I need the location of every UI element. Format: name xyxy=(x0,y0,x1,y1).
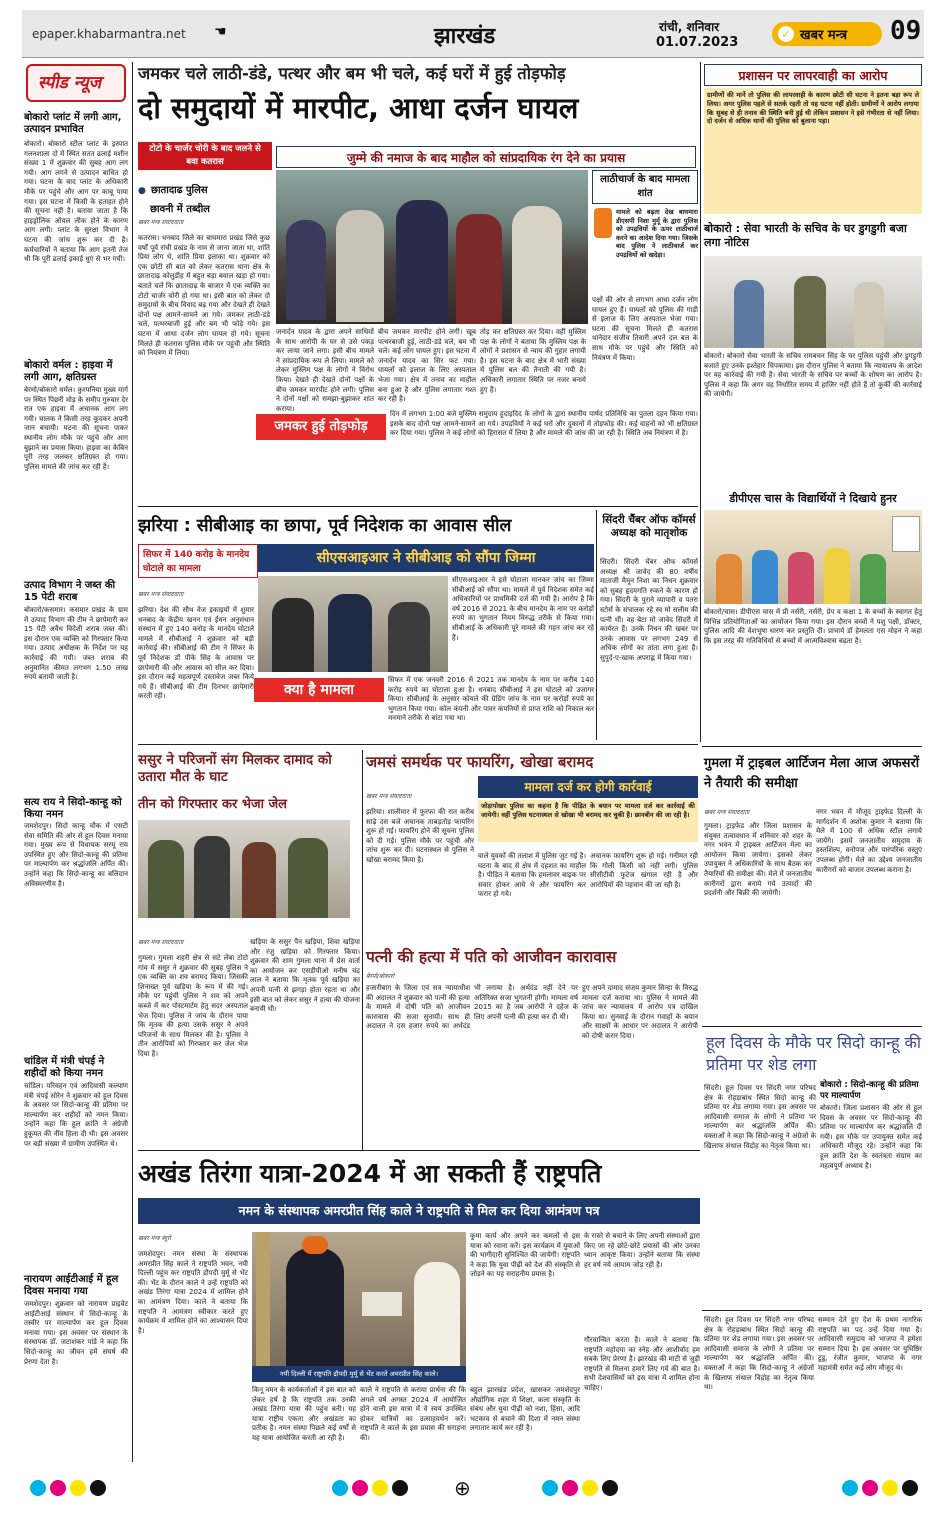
yatra-body-3: काले ने राष्ट्रपति से कराया प्रार्थना की कि अगले वर्ष अगस्त 2024 में आयोजित होने वाली इस यात्रा में वे स्वयं उपस्थित होकर यात्रियों का उत्साहवर्धन करें। राष्ट्रपति ने काले के इस प्रयास की सराहना की। xyxy=(360,1386,466,1442)
lead-side-prefix: छातादाढ पुलिस xyxy=(150,185,208,196)
lead-headline: दो समुदायों में मारपीट, आधा दर्जन घायल xyxy=(138,91,579,125)
lead-kicker: जमकर चले लाठी-डंडे, पत्थर और बम भी चले, कई घरों में हुई तोड़फोड़ xyxy=(138,64,566,83)
laathi-box-text: लाठीचार्ज के बाद मामला शांत xyxy=(600,174,690,199)
chamber-body: सिंदरी। सिंदरी चेंबर ऑफ कॉमर्स अध्यक्ष श्री जावेद की 80 वर्षीय माताजी मैमून निशा का निधन शुक्रवार को सुबह हृदयगति रुकने के कारण हो गया। सिंदरी के पुराने व्यापारी व पतरा स्टोर्स के संचालक रहे स्व मो सलीम की पत्नी थीं। वह बेटा मो जावेद सिंदरी में कार्यरत हैं। उनके निधन की खबर पर उनके आवास पर लगभग 249 से अधिक लोगों का तांता लगा हुआ है। सुपुर्द-ए-खाक अपराह्न में किया गया। xyxy=(600,558,698,662)
tribal-body-2: नगर भवन में मौजूद ट्राइफेड दिल्ली के मार्गदर्शन में अशोक कुमार ने बताया कि मेले में 100 से अधिक स्टॉल लगाये जायेंगे। इसमें जनजातीय समुदाय के हस्तशिल्प, वनोपज और पारंपरिक वस्तुएं उपलब्ध होंगी। मेले का उद्देश्य जनजातीय कारीगरों को बाजार उपलब्ध कराना है। xyxy=(816,808,922,874)
life-byline: बेरमो/बोकारो xyxy=(366,973,395,980)
yatra-body-8: सम्मान देते हुए देश के प्रथम नागरिक राष्ट्रपति का पद उन्हें दिया गया है। आदिवासी समुदाय को भाजपा ने हमेशा सम्मान दिया है। इस अवसर पर युधिष्ठिर टुडू, रंजीत कुमार, भाजपा के नगर महामंत्री समेत कई लोग मौजूद थे। xyxy=(818,1316,922,1372)
firing-box-text: जोड़ापोखर पुलिस का कहना है कि पीड़ित के बयान पर मामला दर्ज कर कार्रवाई की जायेगी। वहीं पुलिस घटनास्थल से खोखा भी बरामद कर चुकी है। छानबीन की जा रही है। xyxy=(481,802,695,819)
yatra-sub-bar xyxy=(138,1198,700,1224)
hool-title: हूल दिवस के मौके पर सिदो कान्हू की प्रतिमा पर शेड लगा xyxy=(706,1033,921,1074)
tribal-byline: खबर मन्त्र संवाददाता xyxy=(704,809,750,816)
city-day: रांची, शनिवार xyxy=(659,20,720,34)
cbi-byline: खबर मन्त्र संवाददाता xyxy=(138,591,184,598)
dps-body: बोकारो/चास। डीपीएस चास में प्री नर्सरी, नर्सरी, प्रेप व कक्षा 1 के बच्चों के स्वागत हेतु विभिन्न प्रतियोगिताओं का आयोजन किया गया। इस दौरान बच्चों ने पशु पक्षी, डॉक्टर, पुलिस आदि की वेशभूषा धारण कर प्रस्तुति दी। प्राचार्य डॉ हेमलता एस मोहन ने कहा कि इस तरह की गतिविधियों से बच्चों में आत्मविश्वास बढ़ता है। xyxy=(704,608,922,645)
left-news-5-body: चांडिल। परिवहन एवं आदिवासी कल्याण मंत्री चंपई सोरेन ने शुक्रवार को हूल दिवस के अवसर पर सिदो-कान्हू की प्रतिमा पर माल्यार्पण कर शहीदों को नमन किया। उन्होंने कहा कि हूल क्रांति ने अंग्रेजी हुकूमत की नींव हिला दी थी। इस अवसर पर बड़ी संख्या में ग्रामीण उपस्थित थे। xyxy=(24,1082,128,1148)
todfod-body: दिन में लगभग 1:00 बजे मुस्लिम समुदाय हुदाइदिद के लोगों के द्वारा स्थानीय पार्षद प्रतिनिधि का पुतला दहन किया गया। इसके बाद दोनों पक्ष आमने-सामने आ गये। उपद्रवियों ने कई घरों और दुकानों में तोड़फोड़ की। कई वाहनों को भी क्षतिग्रस्त कर दिया गया। पुलिस ने कई लोगों को हिरासत में लिया है और मामले की जांच की जा रही है। स्थिति अब नियंत्रण में है। xyxy=(390,410,698,438)
cursor-icon: ☚ xyxy=(214,24,227,40)
footer-color-marks xyxy=(22,1474,924,1504)
lead-side-red: टोटो के चार्जर चोरी के बाद जलने से बवा कतरास xyxy=(138,142,272,170)
cbi-photo xyxy=(258,576,448,672)
right-top-box xyxy=(704,88,922,214)
lead-side-item xyxy=(138,178,272,216)
hool-side-title: बोकारो : सिदो-कान्हू की प्रतिमा पर माल्यार्पण xyxy=(820,1080,919,1101)
life-headline: पत्नी की हत्या में पति को आजीवन कारावास xyxy=(366,948,617,966)
site-url[interactable]: epaper.khabarmantra.net xyxy=(32,27,186,41)
left-news-6-body: जमशेदपुर। शुक्रवार को नारायण प्राइवेट आईटीआई संस्थान में सिदो-कान्हू के तस्वीर पर माल्यार्पण कर हूल दिवस मनाया गया। इस अवसर पर संस्थान के संस्थापक डॉ. जटाशंकर पांडे ने कहा कि सिदो-कान्हू का जीवन हमें संघर्ष की प्रेरणा देता है। xyxy=(24,1300,128,1366)
firing-body: झरिया। शालीमार में फुरफा की रात करीब साढ़े दस बजे अचानक ताबड़तोड़ फायरिंग शुरू हो गई। फायरिंग होने की सूचना पुलिस को दी गई। पुलिस मौके पर पहुंची और जांच शुरू कर दी। घटनास्थल से पुलिस ने खोखा बरामद किया है। xyxy=(366,808,474,864)
left-news-4-title: सत्य राय ने सिदो-कान्हू को किया नमन xyxy=(24,797,122,820)
firing-box xyxy=(478,800,698,842)
speed-news-text: स्पीड न्यूज xyxy=(38,73,102,93)
lead-body-5: पक्षों की ओर से लगभग आधा दर्जन लोग घायल हुए हैं। घायलों को पुलिस की गाड़ी से इलाज के लिए अस्पताल भेजा गया। घटना की सूचना मिलते ही कतरास थानेदार संजीव तिवारी अपने दल बल के साथ मौके पर पहुंचे और स्थिति को नियंत्रण में किया। xyxy=(592,296,698,362)
masthead xyxy=(22,10,924,58)
dps-photo xyxy=(704,510,922,604)
life-body-2: हुए अपने दामाद संजय कुमार सिन्हा के विरुद्ध मामला दर्ज कराया था। पुलिस ने मामले की जांच कर न्यायालय में आरोप पत्र दाखिल किया था। सुनवाई के दौरान गवाहों के बयान और साक्ष्यों के आधार पर अदालत ने आरोपी को दोषी करार दिया। xyxy=(582,984,698,1040)
hool-body: सिंदरी। हूल दिवस पर सिंदरी नगर परिषद क्षेत्र के रोहड़ाबांध स्थित सिदो कान्हू की प्रतिमा पर शेड लगाया गया। इस अवसर पर आदिवासी समाज के लोगों ने प्रतिमा पर माल्यार्पण कर श्रद्धांजलि अर्पित की। वक्ताओं ने कहा कि सिदो-कान्हू ने अंग्रेजों के खिलाफ संथाल विद्रोह का नेतृत्व किया था। xyxy=(704,1084,816,1150)
yatra-body-5: बहुल झारखंड प्रदेश, खासकर जमशेदपुर औद्योगिक शहर में शिक्षा, कला संस्कृति के संबंध और युवा पीढ़ी को नशा, हिंसा, आदि भटकाव से बचाने की दिशा में नमन संस्था लगातार कार्य कर रही है। xyxy=(470,1386,580,1433)
lead-side-item-text: छावनी में तब्दील xyxy=(150,204,210,215)
lead-body-3: बीच जमकर मारपीट होने लगी। खूब पत्थरबाजी हुई, लाठी-डंडे चले, बम भी चले। कई लोग घायल हुए। इस घटना में जनार्दन यादव का सिर फट गया। घायलों को इलाज के लिए अस्पताल भेजा गया। क्षेत्र में तनाव का माहौल बना हुआ है और पुलिस लगातार गश्त कर रही है। xyxy=(378,328,476,404)
cbi-blue-text: सीएसआइआर ने सीबीआइ को सौंपा जिम्मा xyxy=(316,550,536,566)
brand-logo-icon: ✓ xyxy=(778,26,794,42)
left-news-6-title: नारायण आईटीआई में हूल दिवस मनाया गया xyxy=(24,1274,119,1297)
dps-title: डीपीएस चास के विद्यार्थियों ने दिखाये हुनर xyxy=(729,492,897,505)
lead-photo xyxy=(276,170,588,324)
cbi-headline: झरिया : सीबीआइ का छापा, पूर्व निदेशक का आवास सील xyxy=(138,516,512,536)
lead-body-4: तोड़ कर क्षतिग्रस्त कर दिया। वहीं मुस्लिम पक्ष के लोगों ने बताया कि मुस्लिम पक्ष के लोगों ने प्रशासन से न्याय की गुहार लगायी है। इस घटना के बाद क्षेत्र में भारी संख्या में पुलिस बल की तैनाती की गयी है। अधिकारी लगातार स्थिति पर नजर बनाये हुए हैं। xyxy=(480,328,586,394)
hool-continued: सिंदरी। हूल दिवस पर सिंदरी नगर परिषद क्षेत्र के रोहड़ाबांध स्थित सिदो कान्हू की प्रतिमा पर शेड लगाया गया। इस अवसर पर आदिवासी समाज के लोगों ने प्रतिमा पर माल्यार्पण कर श्रद्धांजलि अर्पित की। वक्ताओं ने कहा कि सिदो-कान्हू ने अंग्रेजों के खिलाफ संथाल विद्रोह का नेतृत्व किया था। xyxy=(704,1316,814,1392)
sewa-body: बोकारो। बोकारो सेवा भारती के सचिव रामबचन सिंह के घर पुलिस पहुंची और डुगडुगी बजाते हुए उनके इश्तेहार चिपकाया। इस दौरान पुलिस ने बताया कि न्यायालय के आदेश पर यह कार्रवाई की गयी है। सेवा भारती के सचिव पर बच्चों के शोषण का आरोप है। पुलिस ने कहा कि अगर वह निर्धारित समय में हाजिर नहीं होते हैं तो कुर्की की कार्रवाई की जायेगी। xyxy=(704,352,922,399)
lead-body: कतरास। धनबाद जिले का बाघमारा प्रखंड जिसे कुछ वर्षों पूर्व रांची प्रखंड के नाम से जाना जाता था, शांति प्रिया लोग थे, शांति प्रिया इलाका था। शुक्रवार को एक छोटी सी बात को लेकर कतरास थाना क्षेत्र के छातादाढ़ कोलुडीह में बहुत बड़ा बवाल खड़ा हो गया। बताते चलें कि छातादाढ़ के बाजार में एक व्यक्ति का टोटो चार्जर चोरी हो गया था। इसी बात को लेकर दो समुदायों के बीच विवाद बढ़ गया और देखते ही देखते दोनों पक्ष आमने-सामने आ गये। जमकर लाठी-डंडे चले, पत्थरबाजी हुई और बम भी फोड़े गये। इस घटना में आधा दर्जन लोग घायल हो गये। सूचना मिलते ही कतरास पुलिस मौके पर पहुंची और स्थिति को नियंत्रण में लिया। xyxy=(138,234,270,358)
brand-name: खबर मन्त्र xyxy=(800,28,848,43)
murder-body-2: खड़िया के ससुर पैन खड़िया, शिवा खड़िया और रंजु खड़िया को गिरफ्तार किया। शुक्रवार की शाम गुमला थाना में प्रेस वार्ता का आयोजन कर एसडीपीओ मनीष चंद्र लाल ने बताया कि मृतक पूर्व खड़िया का अपनी पत्नी से झगड़ा होता रहता था और इसी बात को लेकर ससुर ने हत्या की योजना बनायी थी। xyxy=(250,938,360,1014)
lead-body-2: जनार्दन यादव के द्वारा अपने साथियों के साथ आरोपी के घर से उसे पकड़ कर लाया जाने लगा। इसी बीच मामले ने सांप्रदायिक रूप ले लिया। मामले को लेकर मुस्लिम पक्ष के लोगों ने विरोध किया। देखते ही देखते दोनों पक्षों के बीच जमकर मारपीट होने लगी। पुलिस ने दोनों पक्षों को समझा-बुझाकर शांत कराया। xyxy=(276,328,374,413)
cbi-blue-bar xyxy=(258,544,594,572)
quote-mark-icon xyxy=(594,208,612,238)
speed-news-logo xyxy=(24,62,130,106)
section-title: झारखंड xyxy=(434,24,496,49)
bullet-icon: ● xyxy=(138,186,146,196)
yatra-body-4: कुमा कार्य और अपने कर कमलों से इस यात्रा को रवाना करें। इस कार्यक्रम में युवाओं की भागीदारी सुनिश्चित की जायेगी। राष्ट्रपति ने कहा कि युवा पीढ़ी को देश की संस्कृति से जोड़ने का यह सराहनीय प्रयास है। xyxy=(470,1232,580,1279)
date: 01.07.2023 xyxy=(656,35,739,50)
firing-body-2: वाले युवकों की तलाश में पुलिस जुट गई है। घटना के बाद से क्षेत्र में दहशत का माहौल है। पीड़ित ने बताया कि हमलावर बाइक पर सवार होकर आये थे और फायरिंग कर फरार हो गये। xyxy=(478,852,586,899)
registration-mark-icon: ⊕ xyxy=(454,1476,471,1500)
sewa-title: बोकारो : सेवा भारती के सचिव के घर डुगडुगी बजा लगा नोटिस xyxy=(704,222,907,249)
kya-label: क्या है मामला xyxy=(254,678,384,702)
left-news-1-body: बोकारो। बोकारो स्टील प्लांट के इस्पात गलनशाला दो में स्थित सतत ढलाई मशीन संख्या 1 में शुक्रवार की सुबह आग लग गयी। आग लगने से उत्पादन बाधित हो गया। घटना के बाद प्लांट के अधिकारी मौके पर पहुंचे और आग पर काबू पाया गया। इस घटना में किसी के हताहत होने की सूचना नहीं है। बताया जाता है कि हाइड्रोलिक ऑयल लीक होने के कारण आग लगी। प्लांट के सुरक्षा विभाग ने घटना की जांच शुरू कर दी है। कर्मचारियों ने बताया कि आग इतनी तेज थी कि पूरी ढलाई इकाई धुएं से भर गयी। xyxy=(24,140,128,264)
yatra-body-7: गौरवान्वित करता है। काले ने बताया कि राष्ट्रपति महोदया का स्नेह और आशीर्वाद हम सबके लिए प्रेरणा है। झारखंड की माटी से जुड़ी राष्ट्रपति से मिलना हमारे लिए गर्व की बात है। सभी देशवासियों को इस यात्रा में शामिल होना चाहिए। xyxy=(584,1336,700,1392)
murder-byline: खबर मन्त्र संवाददाता xyxy=(138,939,184,946)
yatra-body-2: किनू नमन के कार्यकर्ताओं ने इस बात को लेकर हर्ष है कि राष्ट्रपति तक उनकी अखंड तिरंगा यात्रा की पहुंच बनी। यह यात्रा राष्ट्रीय एकता और अखंडता का प्रतीक है। नमन संस्था पिछले कई वर्षों से यह यात्रा आयोजित करती आ रही है। xyxy=(252,1386,356,1442)
cbi-side-red: सिफर में 140 करोड़ के मानदेय घोटाले का मामला xyxy=(138,544,258,578)
todfod-label: जमकर हुई तोड़फोड़ xyxy=(256,414,386,440)
cbi-body-2: सीएसआइआर ने इसे घोटाला मानकर जांच का जिम्मा सीबीआई को सौंपा था। मामले में पूर्व निदेशक समेत कई अधिकारियों पर प्राथमिकी दर्ज की गयी है। आरोप है कि वर्ष 2016 से 2021 के बीच मानदेय के नाम पर करोड़ों रुपये का भुगतान नियम विरुद्ध तरीके से किया गया। सीबीआई के अधिकारी पूरे मामले की गहन जांच कर रहे हैं। xyxy=(452,576,594,642)
firing-blue-text: मामला दर्ज कर होगी कार्रवाई xyxy=(524,780,652,794)
yatra-caption: नयी दिल्ली में राष्ट्रपति द्रौपदी मुर्मू से भेंट करते अमरप्रीत सिंह काले। xyxy=(279,1370,439,1378)
yatra-sub-text: नमन के संस्थापक अमरप्रीत सिंह काले ने राष्ट्रपति से मिल कर दिया आमंत्रण पत्र xyxy=(238,1203,600,1218)
firing-headline: जमसं समर्थक पर फायरिंग, खोखा बरामद xyxy=(366,753,594,771)
yatra-caption-bar xyxy=(252,1366,466,1382)
left-news-2-body: बेरमो/बोकारो थर्मल। कुरपनिया मुख्य मार्ग पर स्थित पिछरी मोड़ के समीप गुरुवार देर रात एक हाइवा में अचानक आग लग गयी। चालक ने किसी तरह कूदकर अपनी जान बचायी। घटना की सूचना पाकर स्थानीय लोग मौके पर पहुंचे और आग बुझाने का प्रयास किया। हाइवा का केबिन पूरी तरह जलकर क्षतिग्रस्त हो गया। पुलिस मामले की जांच कर रही है। xyxy=(24,386,128,471)
tribal-body: गुमला। ट्राइफेड और जिला प्रशासन के संयुक्त तत्वावधान में शनिवार को शहर के नगर भवन में ट्राइबल आर्टिजन मेला का आयोजन किया जायेगा। इसको लेकर उपायुक्त ने अधिकारियों के साथ बैठक कर तैयारियों की समीक्षा की। मेले में जनजातीय कारीगरों द्वारा बनाये गये उत्पादों की प्रदर्शनी और बिक्री की जायेगी। xyxy=(704,822,812,898)
life-body: हजारीबाग के जिला एवं सत्र न्यायाधीश की अदालत ने शुक्रवार को पत्नी की हत्या के मामले में दोषी पति को आजीवन कारावास की सजा सुनायी। साथ ही अदालत ने दस हजार रुपये का अर्थदंड भी लगाया है। अर्थदंड नहीं देने पर अतिरिक्त सजा भुगतनी होगी। मामला वर्ष 2015 का है जब आरोपी ने दहेज के लिए अपनी पत्नी की हत्या कर दी थी। xyxy=(366,984,578,1031)
brand-logo xyxy=(772,22,882,46)
yatra-body-6: के रास्ते से बचाने के लिए अपनी संस्थाओं द्वारा किए जा रहे छोटे-छोटे प्रयासों की ओर उनका ध्यान आकृष्ट किया। उन्होंने बताया कि संस्था हर वर्ष नये आयाम जोड़ रही है। xyxy=(584,1232,700,1269)
tribal-title: गुमला में ट्राइबल आर्टिजन मेला आज अफसरों ने तैयारी की समीक्षा xyxy=(704,756,920,791)
cbi-body: झरिया। देश की सौथ वेज इकाइयों में शुमार धनबाद के केंद्रीय खनन एवं ईंधन अनुसंधान संस्थान में हुए 140 करोड़ के मानदेय घोटाले मामले में सीबीआई ने शुक्रवार को बड़ी कार्रवाई की। सीबीआई की टीम ने सिंफर के पूर्व निदेशक डॉ पीके सिंह के आवास पर छापेमारी की और आवास को सील कर दिया। इस दौरान कई महत्वपूर्ण दस्तावेज जब्त किये गये हैं। सीबीआई की टीम दिनभर छापेमारी करती रही। xyxy=(138,606,254,701)
murder-sub: तीन को गिरफ्तार कर भेजा जेल xyxy=(138,797,287,812)
left-news-3-title: उत्पाद विभाग ने जब्त की 15 पेटी शराब xyxy=(24,580,116,603)
chamber-title: सिंदरी चैंबर ऑफ कॉमर्स अध्यक्ष को मातृशोक xyxy=(602,514,696,539)
yatra-photo xyxy=(252,1232,466,1366)
firing-body-3: अचानक फायरिंग शुरू हो गई। गनीमत रही कि गोली किसी को नहीं लगी। पुलिस सीसीटीवी फुटेज खंगाल रही है और आरोपियों की पहचान की जा रही है। xyxy=(590,852,698,889)
left-news-1-title: बोकारो प्लांट में लगी आग, उत्पादन प्रभावित xyxy=(24,112,122,135)
yatra-headline: अखंड तिरंगा यात्रा-2024 में आ सकती हैं राष्ट्रपति xyxy=(138,1159,602,1188)
lead-byline: खबर मन्त्र संवाददाता xyxy=(138,219,184,226)
lead-quote: मामले को बढ़ता देख बाघमारा डीएसपी निशा मुर्मू के द्वारा पुलिस को उपद्रवियों के ऊपर लाठीचार्ज करने का आदेश दिया गया। जिसके बाद पुलिस ने लाठीचार्ज कर उपद्रवियों को खदेड़ा। xyxy=(616,208,698,259)
right-top-title: प्रशासन पर लापरवाही का आरोप xyxy=(704,64,922,86)
laathi-box xyxy=(592,170,698,204)
left-news-3-body: बोकारो/कसमार। कसमार प्रखंड के ग्राम में उत्पाद विभाग की टीम ने छापेमारी कर 15 पेटी अवैध विदेशी शराब जब्त की। इस दौरान एक व्यक्ति को गिरफ्तार किया गया। उत्पाद अधीक्षक के निर्देश पर यह कार्रवाई की गयी। जब्त शराब की अनुमानित कीमत लगभग 1.50 लाख रुपये बतायी जाती है। xyxy=(24,606,128,682)
page-number: 09 xyxy=(890,16,922,46)
lead-subhead: जुम्मे की नमाज के बाद माहौल को सांप्रदायिक रंग देने का प्रयास xyxy=(276,146,696,168)
murder-body: गुमला। गुमला शहरी क्षेत्र से सटे लेंबा टोटो गांव में ससुर ने शुक्रवार की सुबह पुलिस ने एक व्यक्ति का शव बरामद किया। जिसकी शिनाख्त पूर्व खड़िया के रूप में की गई। मौके पर पहुंची पुलिस ने शव को अपने कब्जे में कर पोस्टमार्टम हेतु सदर अस्पताल भेज दिया। पुलिस ने जांच के दौरान पाया कि मृतक की हत्या उसके ससुर ने अपने परिजनों के साथ मिलकर की है। पुलिस ने तीन आरोपियों को गिरफ्तार कर जेल भेज दिया है। xyxy=(138,954,248,1058)
left-news-5-title: चांडिल में मंत्री चंपई ने शहीदों को किया नमन xyxy=(24,1056,105,1079)
yatra-byline: खबर मन्त्र ब्यूरो xyxy=(138,1235,171,1242)
kya-body: सिफर में एक जनवरी 2016 से 2021 तक मानदेय के नाम पर करीब 140 करोड़ रुपये का घोटाला हुआ है। धनबाद सीबीआई ने इस घोटाले को उजागर किया। सीबीआई के अनुसार कोयले की ग्रेडिंग जांच के नाम पर करोड़ों रुपये का भुगतान किया गया। कोल कंपनी और पावर कंपनियों से प्राप्त राशि को निकाल कर मनमाने तरीके से बांटा गया था। xyxy=(388,676,594,723)
left-news-4-body: जमशेदपुर। सिदो कान्हू चौक में एसटी सेवा समिति की ओर से हूल दिवस मनाया गया। मुख्य रूप से विधायक सरयू राय उपस्थित हुए और सिदो-कान्हू की प्रतिमा पर माल्यार्पण कर श्रद्धांजलि अर्पित की। उन्होंने कहा कि सिदो-कान्हू का बलिदान अविस्मरणीय है। xyxy=(24,822,128,888)
right-top-body: ग्रामीणों की मानें तो पुलिस की लापरवाही के कारण छोटी सी घटना ने इतना बड़ा रूप ले लिया। अगर पुलिस पहले से सतर्क रहती तो यह घटना नहीं होती। ग्रामीणों ने आरोप लगाया कि सुबह से ही तनाव की स्थिति बनी हुई थी लेकिन प्रशासन ने इसे गंभीरता से नहीं लिया। दो दर्जन से अधिक थानों की पुलिस को बुलाना पड़ा। xyxy=(707,91,919,126)
murder-headline: ससुर ने परिजनों संग मिलकर दामाद को उतारा मौत के घाट xyxy=(138,752,332,785)
yatra-body: जमशेदपुर। नमन संस्था के संस्थापक अमरप्रीत सिंह काले ने राष्ट्रपति भवन, नयी दिल्ली पहुंच कर राष्ट्रपति द्रौपदी मुर्मू से भेंट की। भेंट के दौरान काले ने उन्हें राष्ट्रपति को अखंड तिरंगा यात्रा 2024 में शामिल होने का आमंत्रण दिया। काले ने बताया कि राष्ट्रपति ने आमंत्रण स्वीकार करते हुए कार्यक्रम में शामिल होने का आश्वासन दिया है। xyxy=(138,1250,248,1335)
murder-photo xyxy=(138,820,350,918)
firing-byline: खबर मन्त्र संवाददाता xyxy=(366,793,412,800)
firing-blue-bar xyxy=(478,776,698,798)
hool-side-body: बोकारो। जिला प्रशासन की ओर से हूल दिवस के अवसर पर सिदो-कान्हू की प्रतिमा पर माल्यार्पण कर श्रद्धांजलि दी गयी। इस मौके पर उपायुक्त समेत कई अधिकारी मौजूद रहे। उन्होंने कहा कि हूल क्रांति देश के स्वतंत्रता संग्राम का महत्वपूर्ण अध्याय है। xyxy=(820,1104,922,1170)
sewa-photo xyxy=(704,256,922,348)
left-news-2-title: बोकारो वर्मल : हाइवा में लगी आग, क्षतिग्रस्त xyxy=(24,360,113,383)
